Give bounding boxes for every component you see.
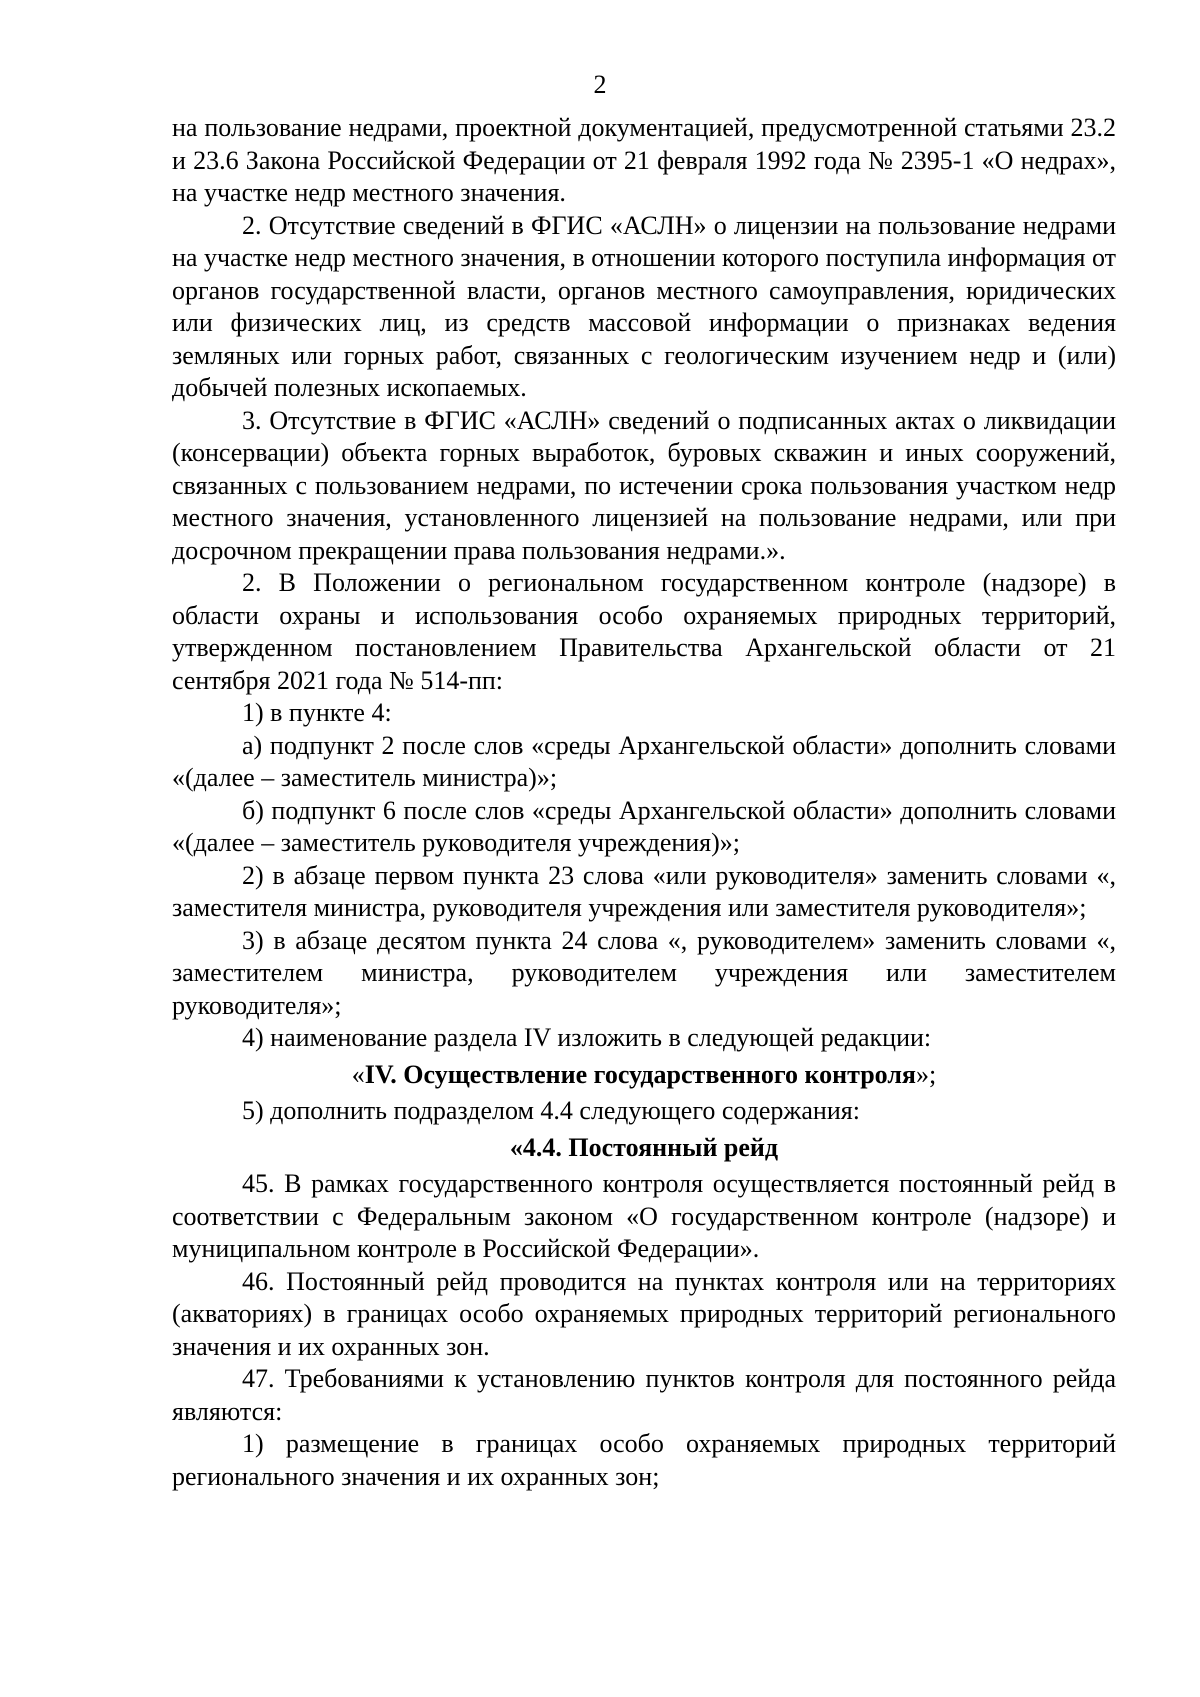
subsection-heading-4-4: «4.4. Постоянный рейд [509, 1132, 779, 1162]
paragraph-item-47-1: 1) размещение в границах особо охраняемых природных территорий регионального значения и их охранных зон; [172, 1429, 1116, 1491]
paragraph-item-2: 2. Отсутствие сведений в ФГИС «АСЛН» о лицензии на пользование недрами на участке недр местного значения, в отношении которого поступила информация от органов государственной власти, органов местного самоуправления, юридических или физических лиц, из средств массовой информации о признаках ведения земляных или горных работ, связанных с геологическим изучением недр и (или) добычей полезных ископаемых. [172, 210, 1116, 402]
paragraph-item-3: 3. Отсутствие в ФГИС «АСЛН» сведений о подписанных актах о ликвидации (консервации) объекта горных выработок, буровых скважин и иных сооружений, связанных с пользованием недрами, по истечении срока пользования участком недр местного значения, установленного лицензией на пользование недрами, или при досрочном прекращении права пользования недрами.». [172, 405, 1116, 565]
section-heading-iv [172, 1059, 1116, 1092]
paragraph-item-47: 47. Требованиями к установлению пунктов контроля для постоянного рейда являются: [172, 1364, 1116, 1426]
paragraph-subitem-a: а) подпункт 2 после слов «среды Архангельской области» дополнить словами «(далее – заместитель министра)»; [172, 730, 1116, 792]
paragraph-item-45: 45. В рамках государственного контроля осуществляется постоянный рейд в соответствии с Федеральным законом «О государственном контроле (надзоре) и муниципальном контроле в Российской Федерации». [172, 1169, 1116, 1263]
page-number: 2 [593, 70, 607, 99]
paragraph-subitem-1: 1) в пункте 4: [242, 698, 392, 727]
heading-title: IV. Осуществление государственного контроля [364, 1059, 916, 1089]
paragraph-subitem-4: 4) наименование раздела IV изложить в следующей редакции: [242, 1023, 932, 1052]
paragraph-subitem-2: 2) в абзаце первом пункта 23 слова «или руководителя» заменить словами «, заместителя министра, руководителя учреждения или заместителя руководителя»; [172, 860, 1116, 922]
heading-open-quote: « [351, 1059, 365, 1089]
paragraph-section-2: 2. В Положении о региональном государственном контроле (надзоре) в области охраны и использования особо охраняемых природных территорий, утвержденном постановлением Правительства Архангельской области от 21 сентября 2021 года № 514-пп: [172, 568, 1116, 695]
paragraph-item-46: 46. Постоянный рейд проводится на пунктах контроля или на территориях (акваториях) в границах особо охраняемых природных территорий регионального значения и их охранных зон. [172, 1266, 1116, 1361]
paragraph-continuation: на пользование недрами, проектной документацией, предусмотренной статьями 23.2 и 23.6 Закона Российской Федерации от 21 февраля 1992 года № 2395-1 «О недрах», на участке недр местного значения. [172, 113, 1116, 207]
paragraph-subitem-3: 3) в абзаце десятом пункта 24 слова «, руководителем» заменить словами «, заместителем министра, руководителем учреждения или заместителем руководителя»; [172, 925, 1116, 1020]
paragraph-subitem-b: б) подпункт 6 после слов «среды Архангельской области» дополнить словами «(далее – заместитель руководителя учреждения)»; [172, 795, 1116, 857]
document-body [172, 112, 1116, 1493]
paragraph-subitem-5: 5) дополнить подразделом 4.4 следующего содержания: [242, 1096, 860, 1125]
heading-close-quote: »; [916, 1059, 937, 1089]
